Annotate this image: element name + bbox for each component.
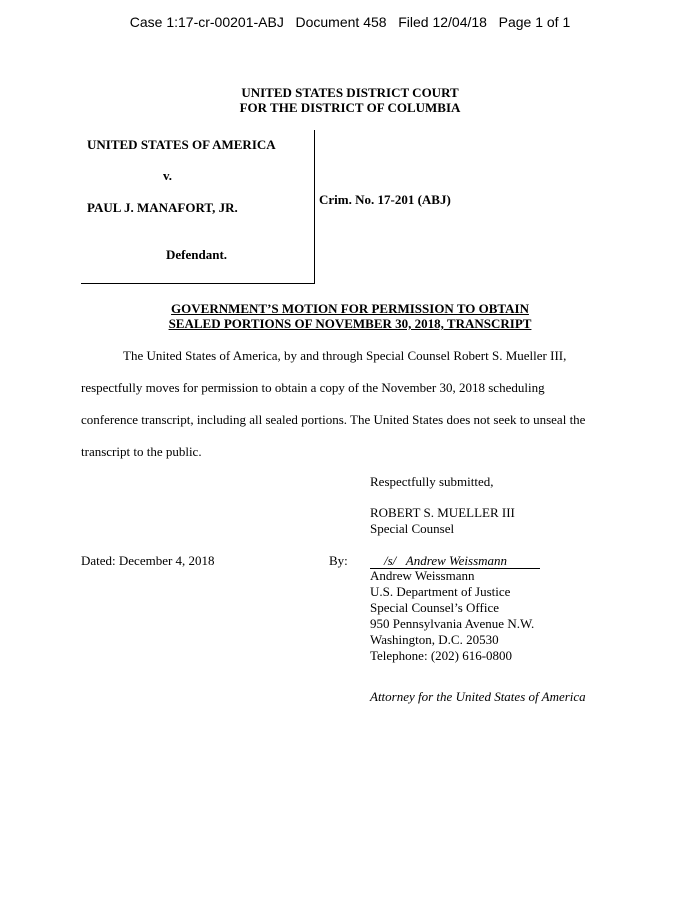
body-line: transcript to the public. (81, 444, 202, 459)
caption-defendant-name: PAUL J. MANAFORT, JR. (87, 200, 238, 215)
counsel-title: Special Counsel (370, 521, 455, 536)
signature-line (370, 553, 540, 569)
attorney-for: Attorney for the United States of America (370, 689, 586, 704)
case-number: Crim. No. 17-201 (ABJ) (319, 192, 451, 207)
court-heading (0, 85, 700, 115)
court-district: FOR THE DISTRICT OF COLUMBIA (239, 100, 461, 115)
body-line: respectfully moves for permission to obtain a copy of the November 30, 2018 scheduling (81, 380, 545, 395)
dated: Dated: December 4, 2018 (81, 553, 215, 568)
closing: Respectfully submitted, (370, 474, 494, 489)
body-line: conference transcript, including all sealed portions. The United States does not seek to unseal the (81, 412, 586, 427)
case-caption (81, 130, 315, 284)
motion-title-line-2: SEALED PORTIONS OF NOVEMBER 30, 2018, TRANSCRIPT (168, 316, 532, 331)
office: Special Counsel’s Office (370, 600, 500, 615)
motion-title (0, 301, 700, 331)
electronic-signature: /s/ Andrew Weissmann (384, 553, 508, 568)
counsel-name: ROBERT S. MUELLER III (370, 505, 515, 520)
caption-defendant-role: Defendant. (166, 247, 228, 262)
court-name: UNITED STATES DISTRICT COURT (241, 85, 459, 100)
motion-body (81, 340, 621, 468)
by-label: By: (329, 553, 348, 568)
caption-versus: v. (163, 168, 173, 183)
telephone: Telephone: (202) 616-0800 (370, 648, 513, 663)
case-header: Case 1:17-cr-00201-ABJ Document 458 Filed 12/04/18 Page 1 of 1 (129, 14, 571, 30)
street-address: 950 Pennsylvania Avenue N.W. (370, 616, 535, 631)
body-line: The United States of America, by and through Special Counsel Robert S. Mueller III, (123, 348, 567, 363)
department: U.S. Department of Justice (370, 584, 511, 599)
motion-title-line-1: GOVERNMENT’S MOTION FOR PERMISSION TO OBTAIN (171, 301, 529, 316)
city-address: Washington, D.C. 20530 (370, 632, 499, 647)
caption-plaintiff: UNITED STATES OF AMERICA (87, 137, 276, 152)
signer-name: Andrew Weissmann (370, 568, 475, 583)
